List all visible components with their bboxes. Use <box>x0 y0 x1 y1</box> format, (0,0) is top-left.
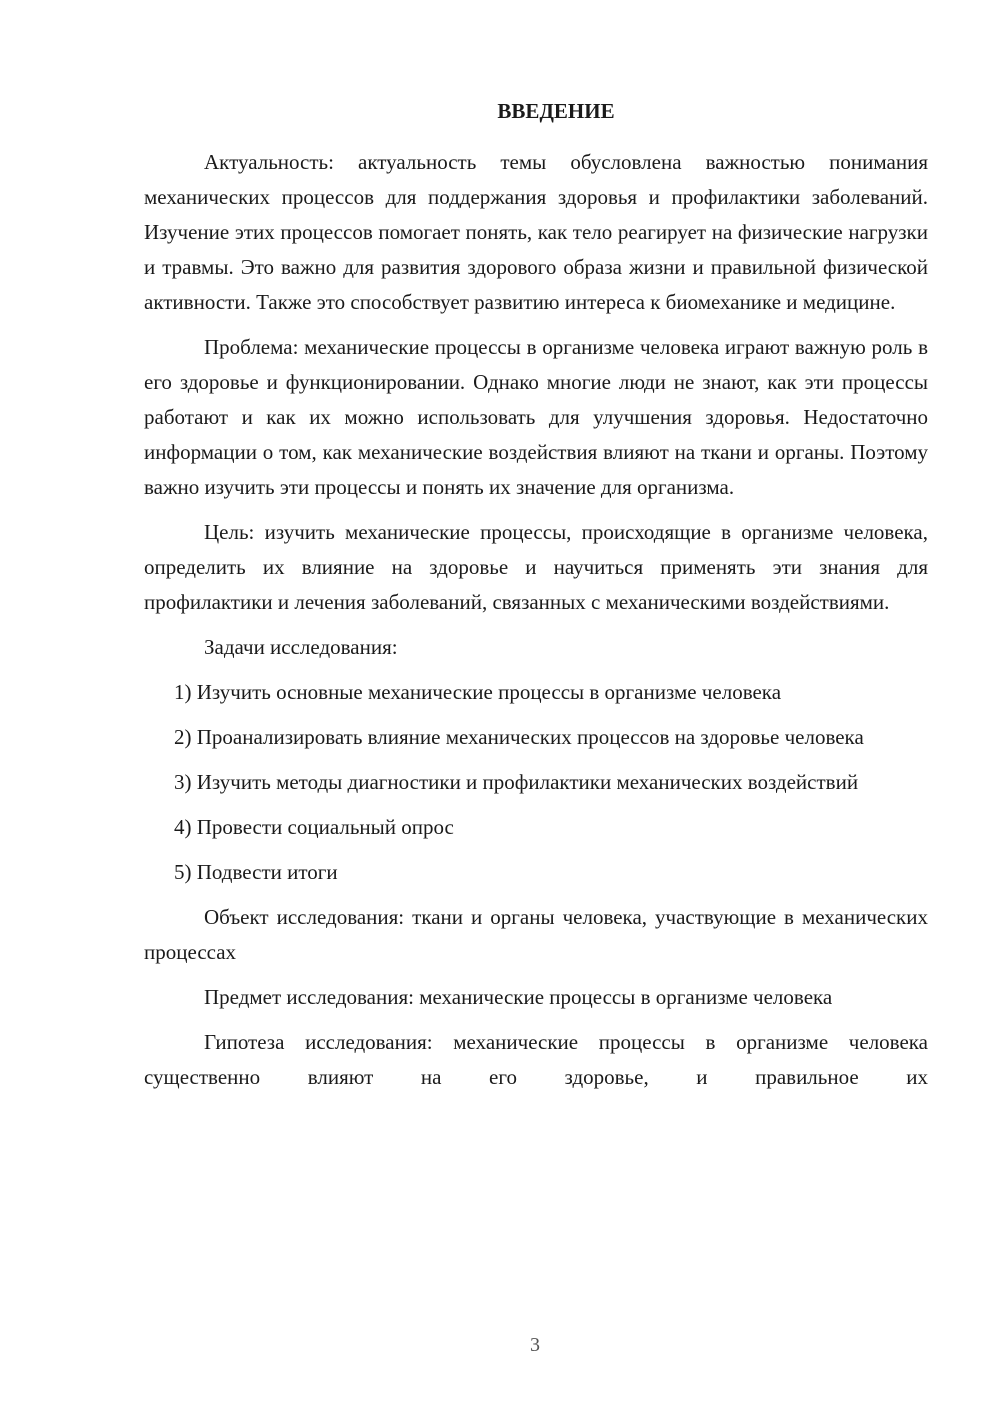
page-number: 3 <box>530 1334 540 1356</box>
task-item-3: 3) Изучить методы диагностики и профилактики механических воздействий <box>174 770 859 794</box>
task-item-5: 5) Подвести итоги <box>174 860 338 884</box>
paragraph-subject: Предмет исследования: механические процессы в организме человека <box>204 985 833 1009</box>
task-item-2: 2) Проанализировать влияние механических процессов на здоровье человека <box>174 725 864 749</box>
paragraph-problem: Проблема: механические процессы в организме человека играют важную роль в его здоровье и функционировании. Однако многие люди не знают, как эти процессы работают и как их можно использовать для улучшения здоровья. Недостаточно информации о том, как механические воздействия влияют на ткани и органы. Поэтому важно изучить эти процессы и понять их значение для организма. <box>144 335 934 499</box>
tasks-title: Задачи исследования: <box>204 635 398 659</box>
paragraph-hypothesis: Гипотеза исследования: механические процессы в организме человека существенно влияют на его здоровье, и правильное их <box>144 1030 934 1089</box>
task-item-4: 4) Провести социальный опрос <box>174 815 454 839</box>
document-body <box>144 96 934 1105</box>
paragraph-relevance: Актуальность: актуальность темы обусловлена важностью понимания механических процессов для поддержания здоровья и профилактики заболеваний. Изучение этих процессов помогает понять, как тело реагирует на физические нагрузки и травмы. Это важно для развития здорового образа жизни и правильной физической активности. Также это способствует развитию интереса к биомеханике и медицине. <box>144 150 934 314</box>
paragraph-object: Объект исследования: ткани и органы человека, участвующие в механических процессах <box>144 905 934 964</box>
section-heading: ВВЕДЕНИЕ <box>497 99 615 123</box>
paragraph-goal: Цель: изучить механические процессы, происходящие в организме человека, определить их влияние на здоровье и научиться применять эти знания для профилактики и лечения заболеваний, связанных с механическими воздействиями. <box>144 520 934 614</box>
task-item-1: 1) Изучить основные механические процессы в организме человека <box>174 680 782 704</box>
